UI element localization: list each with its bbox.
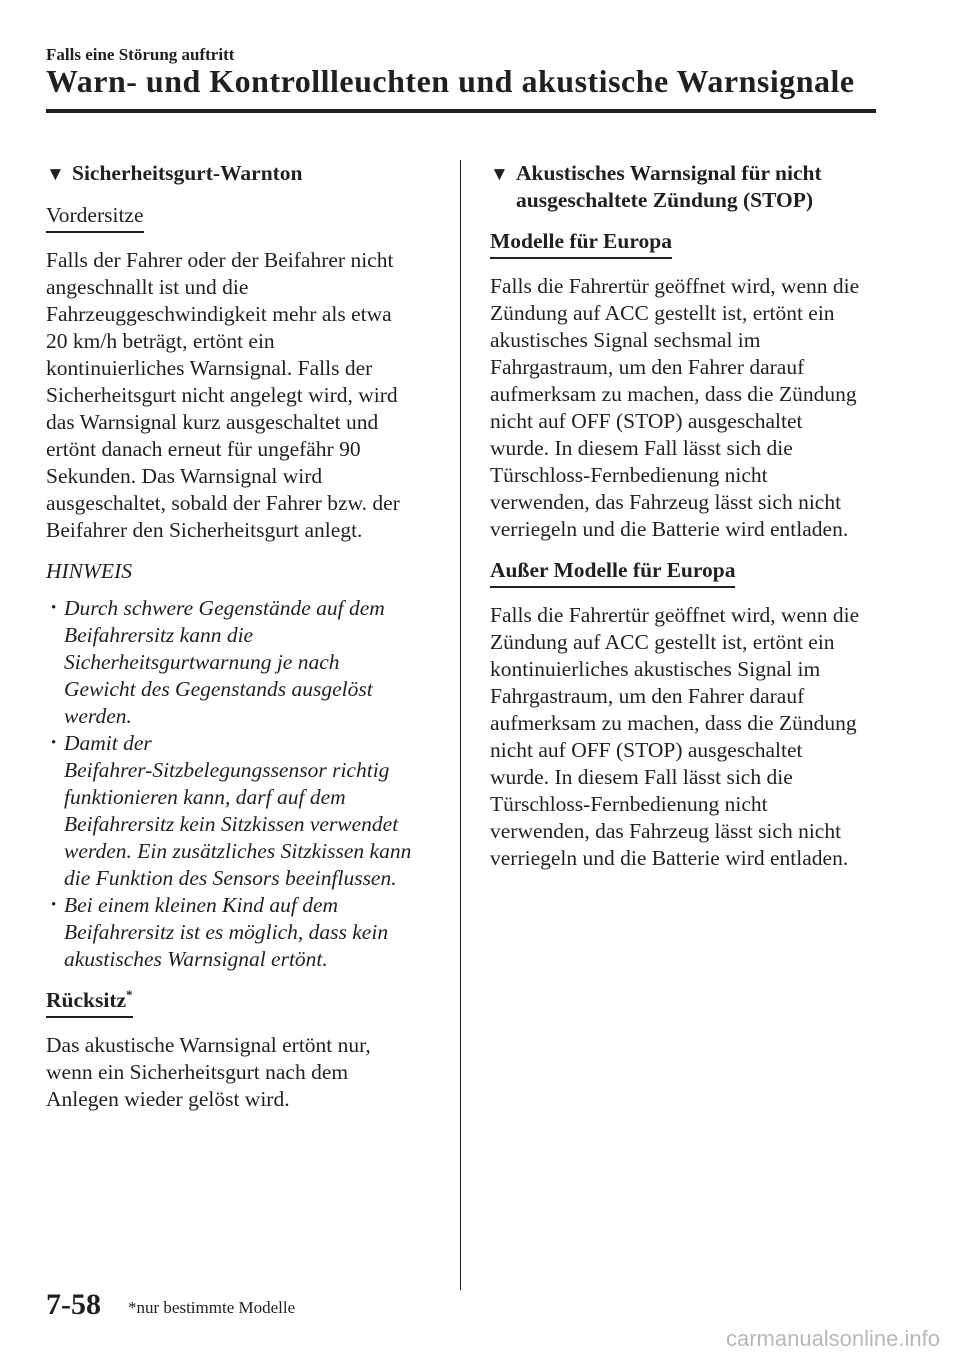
heading-line: Akustisches Warnsignal für nicht: [516, 161, 822, 185]
seatbelt-heading: [46, 160, 438, 188]
text-line: verriegeln und die Batterie wird entladen.: [490, 846, 849, 870]
column-divider: [460, 160, 461, 1290]
section-label: Falls eine Störung auftritt: [46, 45, 235, 64]
triangle-down-icon: ▼: [490, 164, 509, 185]
text-line: Sekunden. Das Warnsignal wird: [46, 464, 323, 488]
list-item: [46, 595, 438, 730]
text-line: werden.: [64, 704, 132, 728]
text-line: wurde. In diesem Fall lässt sich die: [490, 436, 793, 460]
header-rule: [46, 109, 876, 113]
text-line: • Durch schwere Gegenstände auf dem: [64, 596, 385, 620]
text-line: kontinuierliches akustisches Signal im: [490, 657, 821, 681]
text-line: Beifahrersitz kein Sitzkissen verwendet: [64, 812, 399, 836]
non-europe-label: Außer Modelle für Europa: [490, 557, 735, 588]
text-line: Fahrgastraum, um den Fahrer darauf: [490, 355, 805, 379]
text-line: Fahrzeuggeschwindigkeit mehr als etwa: [46, 302, 392, 326]
rear-seat-label-text: Rücksitz: [46, 988, 127, 1012]
text-line: akustisches Signal sechsmal im: [490, 328, 761, 352]
text-line: werden. Ein zusätzliches Sitzkissen kann: [64, 839, 412, 863]
europe-paragraph: [490, 273, 890, 543]
europe-label: Modelle für Europa: [490, 228, 672, 259]
text-line: funktionieren kann, darf auf dem: [64, 785, 346, 809]
watermark: carmanualsonline.info: [725, 1326, 940, 1351]
page-title: Warn- und Kontrollleuchten und akustische Warnsignale: [46, 63, 855, 99]
text-line: Falls der Fahrer oder der Beifahrer nicht: [46, 248, 394, 272]
text-line: das Warnsignal kurz ausgeschaltet und: [46, 410, 379, 434]
text-line: angeschnallt ist und die: [46, 275, 249, 299]
page-number: 7-58: [46, 1288, 101, 1321]
text-line: Falls die Fahrertür geöffnet wird, wenn die: [490, 274, 860, 298]
text-line: verwenden, das Fahrzeug lässt sich nicht: [490, 819, 842, 843]
text-line: wurde. In diesem Fall lässt sich die: [490, 765, 793, 789]
text-line: Zündung auf ACC gestellt ist, ertönt ein: [490, 630, 835, 654]
left-column: [46, 160, 438, 1127]
text-line: Das akustische Warnsignal ertönt nur,: [46, 1033, 371, 1057]
text-line: wenn ein Sicherheitsgurt nach dem: [46, 1060, 349, 1084]
text-line: Sicherheitsgurt nicht angelegt wird, wird: [46, 383, 398, 407]
text-line: Zündung auf ACC gestellt ist, ertönt ein: [490, 301, 835, 325]
text-line: Türschloss-Fernbedienung nicht: [490, 792, 768, 816]
triangle-down-icon: ▼: [46, 164, 65, 185]
rear-seat-label: [46, 987, 133, 1018]
text-line: verwenden, das Fahrzeug lässt sich nicht: [490, 490, 842, 514]
text-line: Gewicht des Gegenstands ausgelöst: [64, 677, 373, 701]
text-line: Beifahrer den Sicherheitsgurt anlegt.: [46, 518, 363, 542]
text-line: • Damit der: [64, 731, 152, 755]
heading-line: ausgeschaltete Zündung (STOP): [516, 188, 814, 212]
text-line: Beifahrersitz ist es möglich, dass kein: [64, 920, 389, 944]
ignition-heading-text: [516, 160, 890, 214]
text-line: verriegeln und die Batterie wird entladen.: [490, 517, 849, 541]
text-line: aufmerksam zu machen, dass die Zündung: [490, 711, 857, 735]
text-line: 20 km/h beträgt, ertönt ein: [46, 329, 275, 353]
text-line: Beifahrersitz kann die: [64, 623, 254, 647]
note-list: [46, 595, 438, 973]
text-line: die Funktion des Sensors beeinflussen.: [64, 866, 397, 890]
text-line: ausgeschaltet, sobald der Fahrer bzw. der: [46, 491, 400, 515]
list-item: [46, 892, 438, 973]
text-line: aufmerksam zu machen, dass die Zündung: [490, 382, 857, 406]
footnote-mark: *: [126, 986, 133, 1002]
list-item: [46, 730, 438, 892]
text-line: Sicherheitsgurtwarnung je nach: [64, 650, 340, 674]
rear-seat-paragraph: [46, 1032, 438, 1113]
footnote: *nur bestimmte Modelle: [128, 1298, 296, 1317]
text-line: nicht auf OFF (STOP) ausgeschaltet: [490, 738, 803, 762]
text-line: Anlegen wieder gelöst wird.: [46, 1087, 290, 1111]
text-line: nicht auf OFF (STOP) ausgeschaltet: [490, 409, 803, 433]
front-seats-paragraph: [46, 247, 438, 544]
text-line: Fahrgastraum, um den Fahrer darauf: [490, 684, 805, 708]
text-line: Falls die Fahrertür geöffnet wird, wenn die: [490, 603, 860, 627]
text-line: Türschloss-Fernbedienung nicht: [490, 463, 768, 487]
seatbelt-heading-text: Sicherheitsgurt-Warnton: [72, 161, 303, 185]
text-line: akustisches Warnsignal ertönt.: [64, 947, 328, 971]
note-title: HINWEIS: [46, 559, 132, 583]
front-seats-label: Vordersitze: [46, 202, 144, 233]
text-line: ertönt danach erneut für ungefähr 90: [46, 437, 361, 461]
non-europe-paragraph: [490, 602, 890, 872]
right-column: [490, 160, 890, 886]
ignition-heading: [490, 160, 890, 214]
text-line: Beifahrer-Sitzbelegungssensor richtig: [64, 758, 390, 782]
text-line: • Bei einem kleinen Kind auf dem: [64, 893, 339, 917]
text-line: kontinuierliches Warnsignal. Falls der: [46, 356, 373, 380]
